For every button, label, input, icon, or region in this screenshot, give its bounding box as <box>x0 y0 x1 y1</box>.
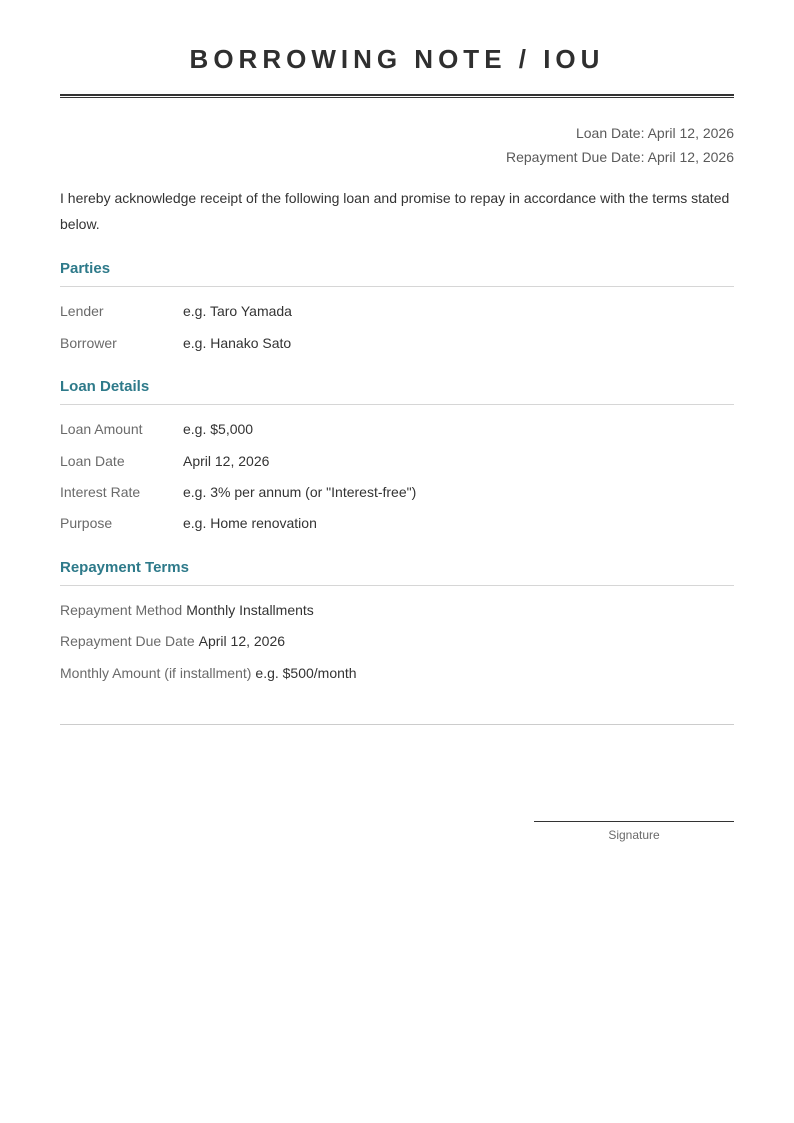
field-label: Borrower <box>60 335 117 351</box>
field-label: Loan Date <box>60 453 125 469</box>
field-row-monthly-amount <box>60 665 734 681</box>
field-value: e.g. Taro Yamada <box>183 303 292 319</box>
field-row-loan-amount <box>60 421 734 437</box>
field-value: Monthly Installments <box>186 602 314 618</box>
field-label: Loan Amount <box>60 421 143 437</box>
field-value: April 12, 2026 <box>183 453 270 469</box>
intro-statement: I hereby acknowledge receipt of the following loan and promise to repay in accordance with the terms stated below. <box>60 190 730 232</box>
document-title: BORROWING NOTE / IOU <box>189 44 605 74</box>
section-rule-parties <box>60 286 734 287</box>
signature-label: Signature <box>608 828 660 842</box>
field-value: e.g. Home renovation <box>183 515 317 531</box>
field-row-repayment-due-date <box>60 633 734 649</box>
repayment-due-date-line: Repayment Due Date: April 12, 2026 <box>505 149 734 165</box>
field-row-interest-rate <box>60 484 734 500</box>
title-double-rule <box>60 94 734 98</box>
field-value: e.g. $500/month <box>255 665 357 681</box>
field-label: Monthly Amount (if installment) <box>60 665 252 681</box>
section-title-repayment-terms: Repayment Terms <box>60 559 189 576</box>
section-rule-repayment-terms <box>60 585 734 586</box>
section-title-loan-details: Loan Details <box>60 378 150 395</box>
field-value: e.g. Hanako Sato <box>183 335 292 351</box>
signature-line <box>534 821 734 822</box>
field-row-loan-date <box>60 453 734 469</box>
field-label: Lender <box>60 303 104 319</box>
field-label: Repayment Method <box>60 602 183 618</box>
field-label: Repayment Due Date <box>60 633 195 649</box>
field-value: e.g. 3% per annum (or "Interest-free") <box>183 484 417 500</box>
field-row-purpose <box>60 515 734 531</box>
field-row-lender <box>60 303 734 319</box>
loan-date-line: Loan Date: April 12, 2026 <box>575 125 734 141</box>
field-label: Interest Rate <box>60 484 141 500</box>
signature-section-divider <box>60 724 734 725</box>
field-label: Purpose <box>60 515 113 531</box>
field-row-repayment-method <box>60 602 734 618</box>
section-title-parties: Parties <box>60 260 111 277</box>
field-row-borrower <box>60 335 734 351</box>
section-rule-loan-details <box>60 404 734 405</box>
field-value: April 12, 2026 <box>198 633 286 649</box>
field-value: e.g. $5,000 <box>183 421 254 437</box>
